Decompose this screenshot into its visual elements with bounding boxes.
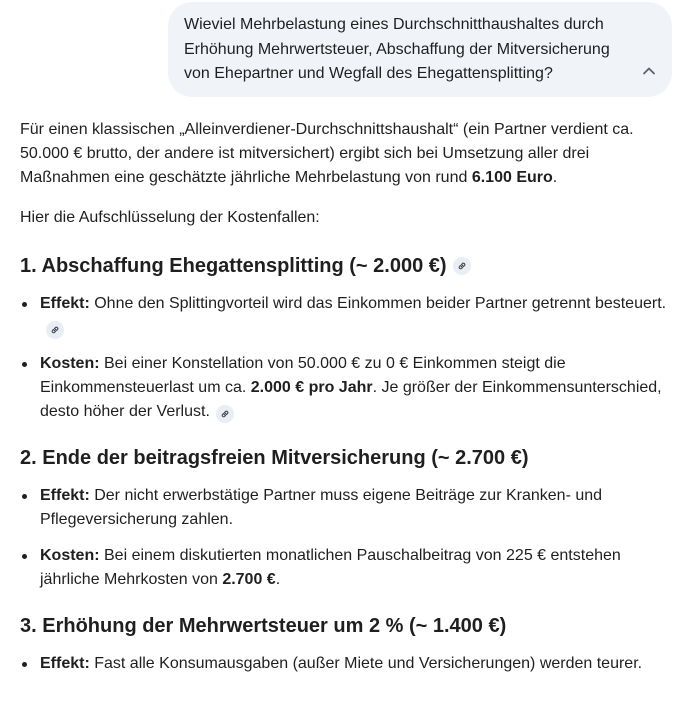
user-message-bubble [168,2,672,97]
section-list-mehrwertsteuer [20,652,672,676]
link-icon [50,325,60,335]
answer-intro: Für einen klassischen „Alleinverdiener-Durchschnittshaushalt“ (ein Partner verdient ca. 50.000 € brutto, der andere ist mitversichert) ergibt sich bei Umsetzung aller drei Maßnahmen eine geschätzte jährliche Mehrbelastung von rund 6.100 Euro. [20,121,634,186]
collapse-button[interactable] [640,62,658,80]
section-heading-mehrwertsteuer: 3. Erhöhung der Mehrwertsteuer um 2 % (~ 1.400 €) [20,615,507,637]
list-item: Effekt: Der nicht erwerbstätige Partner muss eigene Beiträge zur Kranken- und Pflegeversicherung zahlen. [20,484,672,532]
section-heading-mitversicherung: 2. Ende der beitragsfreien Mitversicherung (~ 2.700 €) [20,447,529,469]
list-item: Kosten: Bei einem diskutierten monatlichen Pauschalbeitrag von 225 € entstehen jährliche Mehrkosten von 2.700 €. [20,544,672,592]
list-item: Effekt: Ohne den Splittingvorteil wird das Einkommen beider Partner getrennt besteuert. [20,292,672,340]
list-item: Kosten: Bei einer Konstellation von 50.000 € zu 0 € Einkommen steigt die Einkommensteuerlast um ca. 2.000 € pro Jahr. Je größer der Einkommensunterschied, desto höher der Verlust. [20,352,672,424]
section-heading-splitting: 1. Abschaffung Ehegattensplitting (~ 2.000 €) [20,252,672,280]
total-amount: 6.100 Euro [471,169,553,186]
source-link-button[interactable] [216,405,234,423]
chevron-up-icon [640,62,658,80]
assistant-answer [20,118,672,676]
section-list-mitversicherung [20,484,672,592]
answer-lead: Hier die Aufschlüsselung der Kostenfallen: [20,209,320,226]
user-message-text: Wieviel Mehrbelastung eines Durchschnitthaushaltes durch Erhöhung Mehrwertsteuer, Abschaffung der Mitversicherung von Ehepartner und Wegfall des Ehegattensplitting? [184,16,610,82]
link-icon [220,409,230,419]
source-link-button[interactable] [453,257,471,275]
source-link-button[interactable] [46,321,64,339]
link-icon [457,261,467,271]
section-list-splitting [20,292,672,424]
list-item: Effekt: Fast alle Konsumausgaben (außer Miete und Versicherungen) werden teurer. [20,652,672,676]
